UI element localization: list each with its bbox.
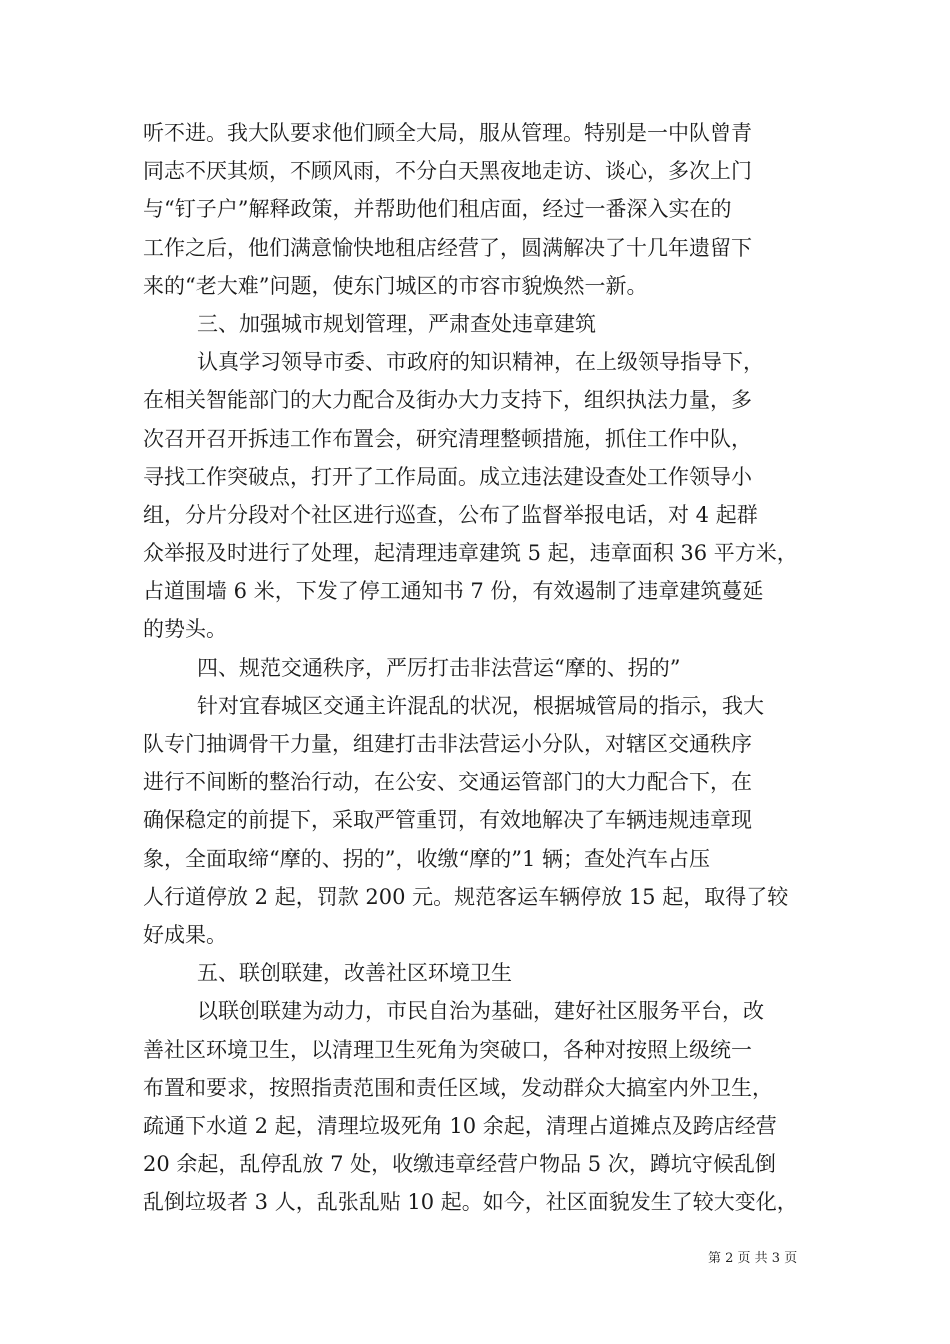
- text-line: 三、加强城市规划管理，严肃查处违章建筑: [197, 311, 596, 336]
- text-line: 象，全面取缔“摩的、拐的”，收缴“摩的”1 辆；查处汽车占压: [143, 846, 710, 871]
- text-line: 组，分片分段对个社区进行巡查，公布了监督举报电话，对 4 起群: [143, 502, 758, 527]
- text-line: 好成果。: [143, 922, 227, 947]
- text-line: 听不进。我大队要求他们顾全大局，服从管理。特别是一中队曾青: [143, 121, 752, 145]
- text-line: 众举报及时进行了处理，起清理违章建筑 5 起，违章面积 36 平方米，: [143, 541, 798, 566]
- text-line: 在相关智能部门的大力配合及街办大力支持下，组织执法力量，多: [143, 388, 752, 413]
- text-line: 四、规范交通秩序，严厉打击非法营运“摩的、拐的”: [197, 655, 681, 680]
- text-line: 布置和要求，按照指责范围和责任区域，发动群众大搞室内外卫生，: [143, 1075, 773, 1100]
- text-line: 人行道停放 2 起，罚款 200 元。规范客运车辆停放 15 起，取得了较: [143, 884, 789, 909]
- page-number-footer: 第 2 页 共 3 页: [708, 1251, 798, 1266]
- text-line: 同志不厌其烦，不顾风雨，不分白天黑夜地走访、谈心，多次上门: [143, 159, 752, 184]
- text-line: 与“钉子户”解释政策，并帮助他们租店面，经过一番深入实在的: [143, 197, 732, 222]
- text-line: 认真学习领导市委、市政府的知识精神，在上级领导指导下，: [197, 350, 764, 375]
- text-line: 进行不间断的整治行动，在公安、交通运管部门的大力配合下，在: [143, 770, 752, 795]
- text-line: 工作之后，他们满意愉快地租店经营了，圆满解决了十几年遗留下: [143, 235, 752, 260]
- text-line: 五、联创联建，改善社区环境卫生: [197, 961, 512, 986]
- document-body: [143, 114, 823, 1221]
- text-line: 队专门抽调骨干力量，组建打击非法营运小分队，对辖区交通秩序: [143, 732, 752, 756]
- text-line: 以联创联建为动力，市民自治为基础，建好社区服务平台，改: [197, 999, 764, 1024]
- text-line: 善社区环境卫生，以清理卫生死角为突破口，各种对按照上级统一: [143, 1037, 752, 1062]
- text-line: 寻找工作突破点，打开了工作局面。成立违法建设查处工作领导小: [143, 464, 752, 489]
- text-line: 来的“老大难”问题，使东门城区的市容市貌焕然一新。: [143, 273, 648, 298]
- text-line: 的势头。: [143, 617, 227, 642]
- text-line: 占道围墙 6 米，下发了停工通知书 7 份，有效遏制了违章建筑蔓延: [143, 579, 764, 604]
- text-line: 确保稳定的前提下，采取严管重罚，有效地解决了车辆违规违章现: [143, 808, 752, 833]
- text-line: 针对宜春城区交通主许混乱的状况，根据城管局的指示，我大: [197, 693, 764, 718]
- text-line: 20 余起，乱停乱放 7 处，收缴违章经营户物品 5 次，蹲坑守候乱倒: [143, 1152, 776, 1177]
- text-line: 疏通下水道 2 起，清理垃圾死角 10 余起，清理占道摊点及跨店经营: [143, 1113, 777, 1138]
- text-line: 乱倒垃圾者 3 人，乱张乱贴 10 起。如今，社区面貌发生了较大变化，: [143, 1190, 798, 1215]
- text-line: 次召开召开拆违工作布置会，研究清理整顿措施，抓住工作中队，: [143, 426, 752, 451]
